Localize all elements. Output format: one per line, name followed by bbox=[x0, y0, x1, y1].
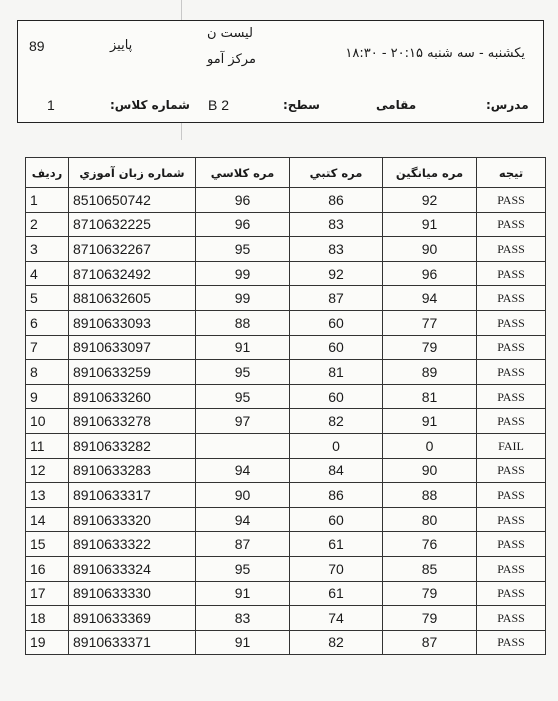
written-score-cell: 60 bbox=[290, 384, 383, 409]
class-score-cell: 95 bbox=[196, 360, 290, 385]
table-row bbox=[26, 507, 546, 532]
class-score-cell: 91 bbox=[196, 630, 290, 655]
row-number-cell: 12 bbox=[26, 458, 69, 483]
row-number-cell: 16 bbox=[26, 556, 69, 581]
table-row bbox=[26, 188, 546, 213]
class-info-header bbox=[17, 20, 544, 123]
written-score-cell: 81 bbox=[290, 360, 383, 385]
class-score-cell: 91 bbox=[196, 581, 290, 606]
table-row bbox=[26, 335, 546, 360]
average-score-cell: 94 bbox=[383, 286, 477, 311]
row-number-cell: 17 bbox=[26, 581, 69, 606]
table-row bbox=[26, 581, 546, 606]
class-score-cell: 96 bbox=[196, 188, 290, 213]
table-header-row bbox=[26, 158, 546, 188]
written-score-cell: 83 bbox=[290, 212, 383, 237]
class-score-cell: 99 bbox=[196, 286, 290, 311]
student-id-cell: 8910633283 bbox=[69, 458, 196, 483]
table-row bbox=[26, 556, 546, 581]
row-number-cell: 9 bbox=[26, 384, 69, 409]
written-score-cell: 87 bbox=[290, 286, 383, 311]
class-score-cell: 83 bbox=[196, 606, 290, 631]
average-score-cell: 0 bbox=[383, 433, 477, 458]
table-row bbox=[26, 384, 546, 409]
student-id-cell: 8810632605 bbox=[69, 286, 196, 311]
class-score-cell: 95 bbox=[196, 237, 290, 262]
student-id-cell: 8910633324 bbox=[69, 556, 196, 581]
student-id-cell: 8910633260 bbox=[69, 384, 196, 409]
average-score-cell: 90 bbox=[383, 237, 477, 262]
class-score-cell: 91 bbox=[196, 335, 290, 360]
student-id-cell: 8910633320 bbox=[69, 507, 196, 532]
result-cell: PASS bbox=[477, 532, 546, 557]
class-score-cell: 88 bbox=[196, 310, 290, 335]
col-header-student-id: شماره زبان آموزي bbox=[69, 158, 196, 188]
result-cell: PASS bbox=[477, 556, 546, 581]
student-id-cell: 8510650742 bbox=[69, 188, 196, 213]
average-score-cell: 91 bbox=[383, 409, 477, 434]
average-score-cell: 89 bbox=[383, 360, 477, 385]
result-cell: PASS bbox=[477, 483, 546, 508]
student-id-cell: 8910633330 bbox=[69, 581, 196, 606]
class-score-cell: 94 bbox=[196, 458, 290, 483]
student-id-cell: 8910633093 bbox=[69, 310, 196, 335]
written-score-cell: 83 bbox=[290, 237, 383, 262]
result-cell: FAIL bbox=[477, 433, 546, 458]
student-id-cell: 8710632267 bbox=[69, 237, 196, 262]
written-score-cell: 61 bbox=[290, 532, 383, 557]
written-score-cell: 70 bbox=[290, 556, 383, 581]
level-value: B 2 bbox=[208, 97, 230, 113]
average-score-cell: 88 bbox=[383, 483, 477, 508]
average-score-cell: 79 bbox=[383, 335, 477, 360]
student-id-cell: 8710632225 bbox=[69, 212, 196, 237]
table-row bbox=[26, 532, 546, 557]
student-id-cell: 8710632492 bbox=[69, 261, 196, 286]
table-row bbox=[26, 310, 546, 335]
row-number-cell: 15 bbox=[26, 532, 69, 557]
table-row bbox=[26, 409, 546, 434]
written-score-cell: 61 bbox=[290, 581, 383, 606]
result-cell: PASS bbox=[477, 212, 546, 237]
written-score-cell: 84 bbox=[290, 458, 383, 483]
average-score-cell: 90 bbox=[383, 458, 477, 483]
row-number-cell: 14 bbox=[26, 507, 69, 532]
result-cell: PASS bbox=[477, 237, 546, 262]
class-number-label: شماره کلاس: bbox=[110, 98, 190, 112]
student-id-cell: 8910633278 bbox=[69, 409, 196, 434]
written-score-cell: 60 bbox=[290, 507, 383, 532]
col-header-result: تیجه bbox=[477, 158, 546, 188]
average-score-cell: 77 bbox=[383, 310, 477, 335]
class-score-cell: 99 bbox=[196, 261, 290, 286]
written-score-cell: 86 bbox=[290, 188, 383, 213]
student-id-cell: 8910633369 bbox=[69, 606, 196, 631]
result-cell: PASS bbox=[477, 507, 546, 532]
term-name: پاییز bbox=[110, 38, 133, 53]
table-row bbox=[26, 630, 546, 655]
row-number-cell: 4 bbox=[26, 261, 69, 286]
row-number-cell: 3 bbox=[26, 237, 69, 262]
table-row bbox=[26, 483, 546, 508]
term-count: 89 bbox=[29, 38, 45, 54]
class-score-cell: 97 bbox=[196, 409, 290, 434]
result-cell: PASS bbox=[477, 581, 546, 606]
row-number-cell: 10 bbox=[26, 409, 69, 434]
class-score-cell: 95 bbox=[196, 556, 290, 581]
row-number-cell: 7 bbox=[26, 335, 69, 360]
written-score-cell: 60 bbox=[290, 310, 383, 335]
average-score-cell: 79 bbox=[383, 606, 477, 631]
col-header-class-score: مره كلاسي bbox=[196, 158, 290, 188]
average-score-cell: 81 bbox=[383, 384, 477, 409]
row-number-cell: 5 bbox=[26, 286, 69, 311]
row-number-cell: 8 bbox=[26, 360, 69, 385]
class-score-cell: 96 bbox=[196, 212, 290, 237]
result-cell: PASS bbox=[477, 261, 546, 286]
student-id-cell: 8910633259 bbox=[69, 360, 196, 385]
result-cell: PASS bbox=[477, 384, 546, 409]
center-name: مرکز آمو bbox=[207, 52, 256, 67]
table-row bbox=[26, 433, 546, 458]
table-row bbox=[26, 286, 546, 311]
class-score-cell: 95 bbox=[196, 384, 290, 409]
table-row bbox=[26, 360, 546, 385]
grades-table bbox=[25, 157, 546, 655]
table-row bbox=[26, 261, 546, 286]
table-row bbox=[26, 458, 546, 483]
schedule: یکشنبه - سه شنبه ۲۰:۱۵ - ۱۸:۳۰ bbox=[345, 46, 525, 61]
result-cell: PASS bbox=[477, 409, 546, 434]
average-score-cell: 80 bbox=[383, 507, 477, 532]
result-cell: PASS bbox=[477, 335, 546, 360]
row-number-cell: 13 bbox=[26, 483, 69, 508]
row-number-cell: 1 bbox=[26, 188, 69, 213]
result-cell: PASS bbox=[477, 458, 546, 483]
teacher-label: مدرس: bbox=[486, 98, 529, 112]
col-header-average-score: مره میانگین bbox=[383, 158, 477, 188]
written-score-cell: 86 bbox=[290, 483, 383, 508]
student-id-cell: 8910633282 bbox=[69, 433, 196, 458]
written-score-cell: 60 bbox=[290, 335, 383, 360]
student-id-cell: 8910633371 bbox=[69, 630, 196, 655]
list-title: لیست ن bbox=[207, 26, 253, 41]
teacher-name: مقامی bbox=[376, 98, 417, 112]
result-cell: PASS bbox=[477, 360, 546, 385]
average-score-cell: 85 bbox=[383, 556, 477, 581]
class-score-cell: 94 bbox=[196, 507, 290, 532]
result-cell: PASS bbox=[477, 310, 546, 335]
class-score-cell: 87 bbox=[196, 532, 290, 557]
class-score-cell: 90 bbox=[196, 483, 290, 508]
row-number-cell: 6 bbox=[26, 310, 69, 335]
table-row bbox=[26, 212, 546, 237]
result-cell: PASS bbox=[477, 630, 546, 655]
class-number: 1 bbox=[47, 97, 55, 113]
student-id-cell: 8910633097 bbox=[69, 335, 196, 360]
student-id-cell: 8910633317 bbox=[69, 483, 196, 508]
written-score-cell: 74 bbox=[290, 606, 383, 631]
level-label: سطح: bbox=[283, 98, 320, 112]
class-score-cell bbox=[196, 433, 290, 458]
written-score-cell: 0 bbox=[290, 433, 383, 458]
table-row bbox=[26, 606, 546, 631]
average-score-cell: 91 bbox=[383, 212, 477, 237]
average-score-cell: 79 bbox=[383, 581, 477, 606]
written-score-cell: 82 bbox=[290, 409, 383, 434]
student-id-cell: 8910633322 bbox=[69, 532, 196, 557]
table-row bbox=[26, 237, 546, 262]
written-score-cell: 92 bbox=[290, 261, 383, 286]
row-number-cell: 19 bbox=[26, 630, 69, 655]
row-number-cell: 18 bbox=[26, 606, 69, 631]
written-score-cell: 82 bbox=[290, 630, 383, 655]
average-score-cell: 76 bbox=[383, 532, 477, 557]
row-number-cell: 11 bbox=[26, 433, 69, 458]
row-number-cell: 2 bbox=[26, 212, 69, 237]
result-cell: PASS bbox=[477, 188, 546, 213]
average-score-cell: 87 bbox=[383, 630, 477, 655]
col-header-written-score: مره كتبي bbox=[290, 158, 383, 188]
result-cell: PASS bbox=[477, 286, 546, 311]
average-score-cell: 96 bbox=[383, 261, 477, 286]
col-header-row-number: ردیف bbox=[26, 158, 69, 188]
average-score-cell: 92 bbox=[383, 188, 477, 213]
result-cell: PASS bbox=[477, 606, 546, 631]
